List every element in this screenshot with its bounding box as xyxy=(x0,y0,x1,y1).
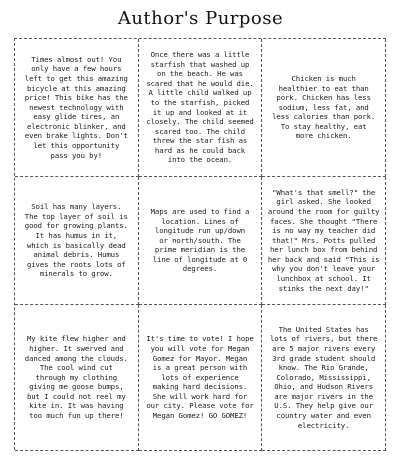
passage-text: My kite flew higher and higher. It swerved and danced among the clouds. The cool wind cut through my clothing giving me goose bumps, but I could not reel my kite in. It was having too much fun up there! xyxy=(24,334,128,421)
passage-text: Times almost out! You only have a few hours left to get this amazing bicycle at this amazing price! This bike has the newest technology with easy glide tires, an electronic blinker, and even brake lights. Don't let this opportunity pass you by! xyxy=(24,54,128,160)
passage-text: Soil has many layers. The top layer of soil is good for growing plants. It has humus in it, which is basically dead animal debris. Humus gives the roots lots of minerals to grow. xyxy=(24,202,128,279)
passage-text: Once there was a little starfish that washed up on the beach. He was scared that he would die. A little child walked up to the starfish, picked it up and looked at it closely. The child seemed scared too. The child threw the star fish as hard as he could back into the ocean. xyxy=(146,49,254,165)
passage-text: Maps are used to find a location. Lines of longitude run up/down or north/south. The prime meridian is the line of longitude at 0 degrees. xyxy=(150,206,250,274)
passage-text: "What's that smell?" the girl asked. She looked around the room for guilty faces. She thought "There is no way my teacher did that!" Mrs. Potts pulled her lunch box from behind her back and said "This is why you don't leave your lunchbox at school. It stinks the next day!" xyxy=(267,187,380,293)
passage-cell-6 xyxy=(262,177,386,305)
passage-cell-2 xyxy=(139,39,263,177)
passage-cell-4 xyxy=(15,177,139,305)
passage-cell-5 xyxy=(139,177,263,305)
passage-text: Chicken is much healthier to eat than pork. Chicken has less sodium, less fat, and less calories than pork. To stay healthy, eat more chicken. xyxy=(272,73,376,141)
passage-cell-1 xyxy=(15,39,139,177)
passage-text: The United States has lots of rivers, but there are 5 major rivers every 3rd grade student should know. The Rio Grande, Colorado, Mississippi, Ohio, and Hudson Rivers are major rivers in the U.S. They help give our country water and even electricity. xyxy=(269,324,378,430)
passage-cell-9 xyxy=(262,305,386,451)
passage-cell-7 xyxy=(15,305,139,451)
passage-text: It's time to vote! I hope you will vote for Megan Gomez for Mayor. Megan is a great person with lots of experience making hard decisions. She will work hard for our city. Please vote for Megan Gomez! GO GOMEZ! xyxy=(146,334,254,421)
passage-cell-8 xyxy=(139,305,263,451)
passage-grid xyxy=(14,38,386,450)
passage-cell-3 xyxy=(262,39,386,177)
page-title: Author's Purpose xyxy=(117,8,284,29)
